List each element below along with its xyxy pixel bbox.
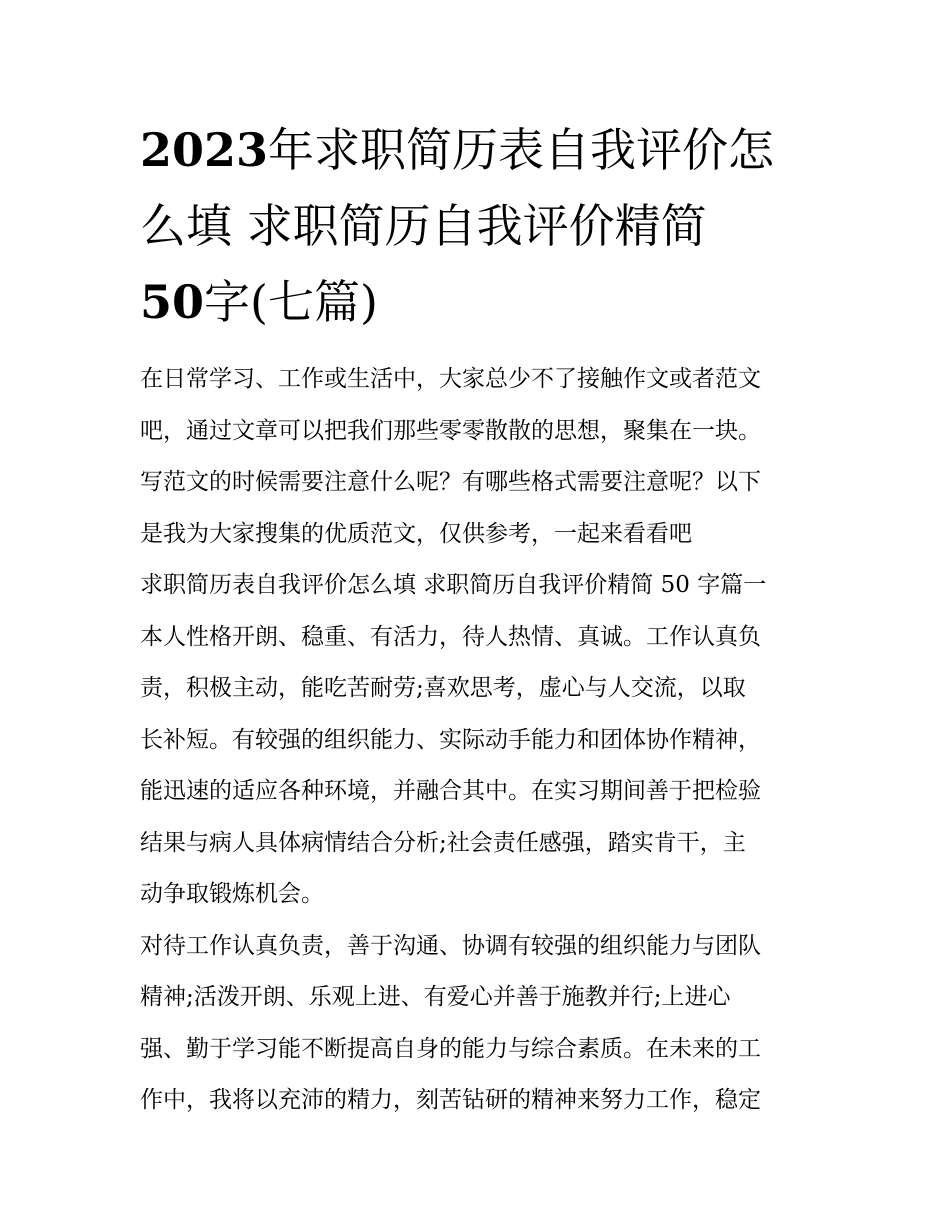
text-line: 动争取锻炼机会。 — [140, 881, 324, 907]
document-title — [140, 112, 820, 340]
title-text: 年求职简历表自我评价怎 — [268, 123, 775, 177]
text-line: 在日常学习、工作或生活中，大家总少不了接触作文或者范文 — [140, 366, 761, 392]
text-line: 吧，通过文章可以把我们那些零零散散的思想，聚集在一块。 — [140, 417, 761, 444]
text-line: 责，积极主动，能吃苦耐劳;喜欢思考，虚心与人交流，以取 — [140, 675, 746, 701]
text-line: 精神;活泼开朗、乐观上进、有爱心并善于施教并行;上进心 — [140, 984, 731, 1010]
text-line: 作中，我将以充沛的精力，刻苦钻研的精神来努力工作，稳定 — [140, 1087, 761, 1113]
paragraph-intro — [140, 354, 820, 560]
text-line: 求职简历表自我评价怎么填 求职简历自我评价精简 50 字篇一 — [140, 572, 767, 598]
text-line: 结果与病人具体病情结合分析;社会责任感强，踏实肯干，主 — [140, 829, 746, 856]
paragraph-2 — [140, 921, 820, 1127]
title-line — [140, 188, 820, 264]
title-count: 50 — [140, 275, 205, 329]
title-line — [140, 112, 820, 188]
title-text: 字(七篇) — [204, 275, 378, 329]
text-line: 本人性格开朗、稳重、有活力，待人热情、真诚。工作认真负 — [140, 623, 761, 650]
document-body — [140, 354, 820, 1127]
text-line: 强、勤于学习能不断提高自身的能力与综合素质。在未来的工 — [140, 1035, 761, 1062]
title-year: 2023 — [140, 123, 269, 177]
title-text: 么填 求职简历自我评价精简 — [140, 199, 707, 253]
document-content — [140, 112, 820, 1127]
paragraph-1 — [140, 612, 820, 921]
text-line: 写范文的时候需要注意什么呢？有哪些格式需要注意呢？以下 — [140, 469, 761, 495]
section-heading — [140, 560, 820, 612]
text-line: 对待工作认真负责，善于沟通、协调有较强的组织能力与团队 — [140, 932, 761, 959]
title-line — [140, 264, 820, 340]
text-line: 能迅速的适应各种环境，并融合其中。在实习期间善于把检验 — [140, 778, 761, 804]
text-line: 是我为大家搜集的优质范文，仅供参考，一起来看看吧 — [140, 520, 692, 547]
text-line: 长补短。有较强的组织能力、实际动手能力和团体协作精神， — [140, 726, 761, 753]
